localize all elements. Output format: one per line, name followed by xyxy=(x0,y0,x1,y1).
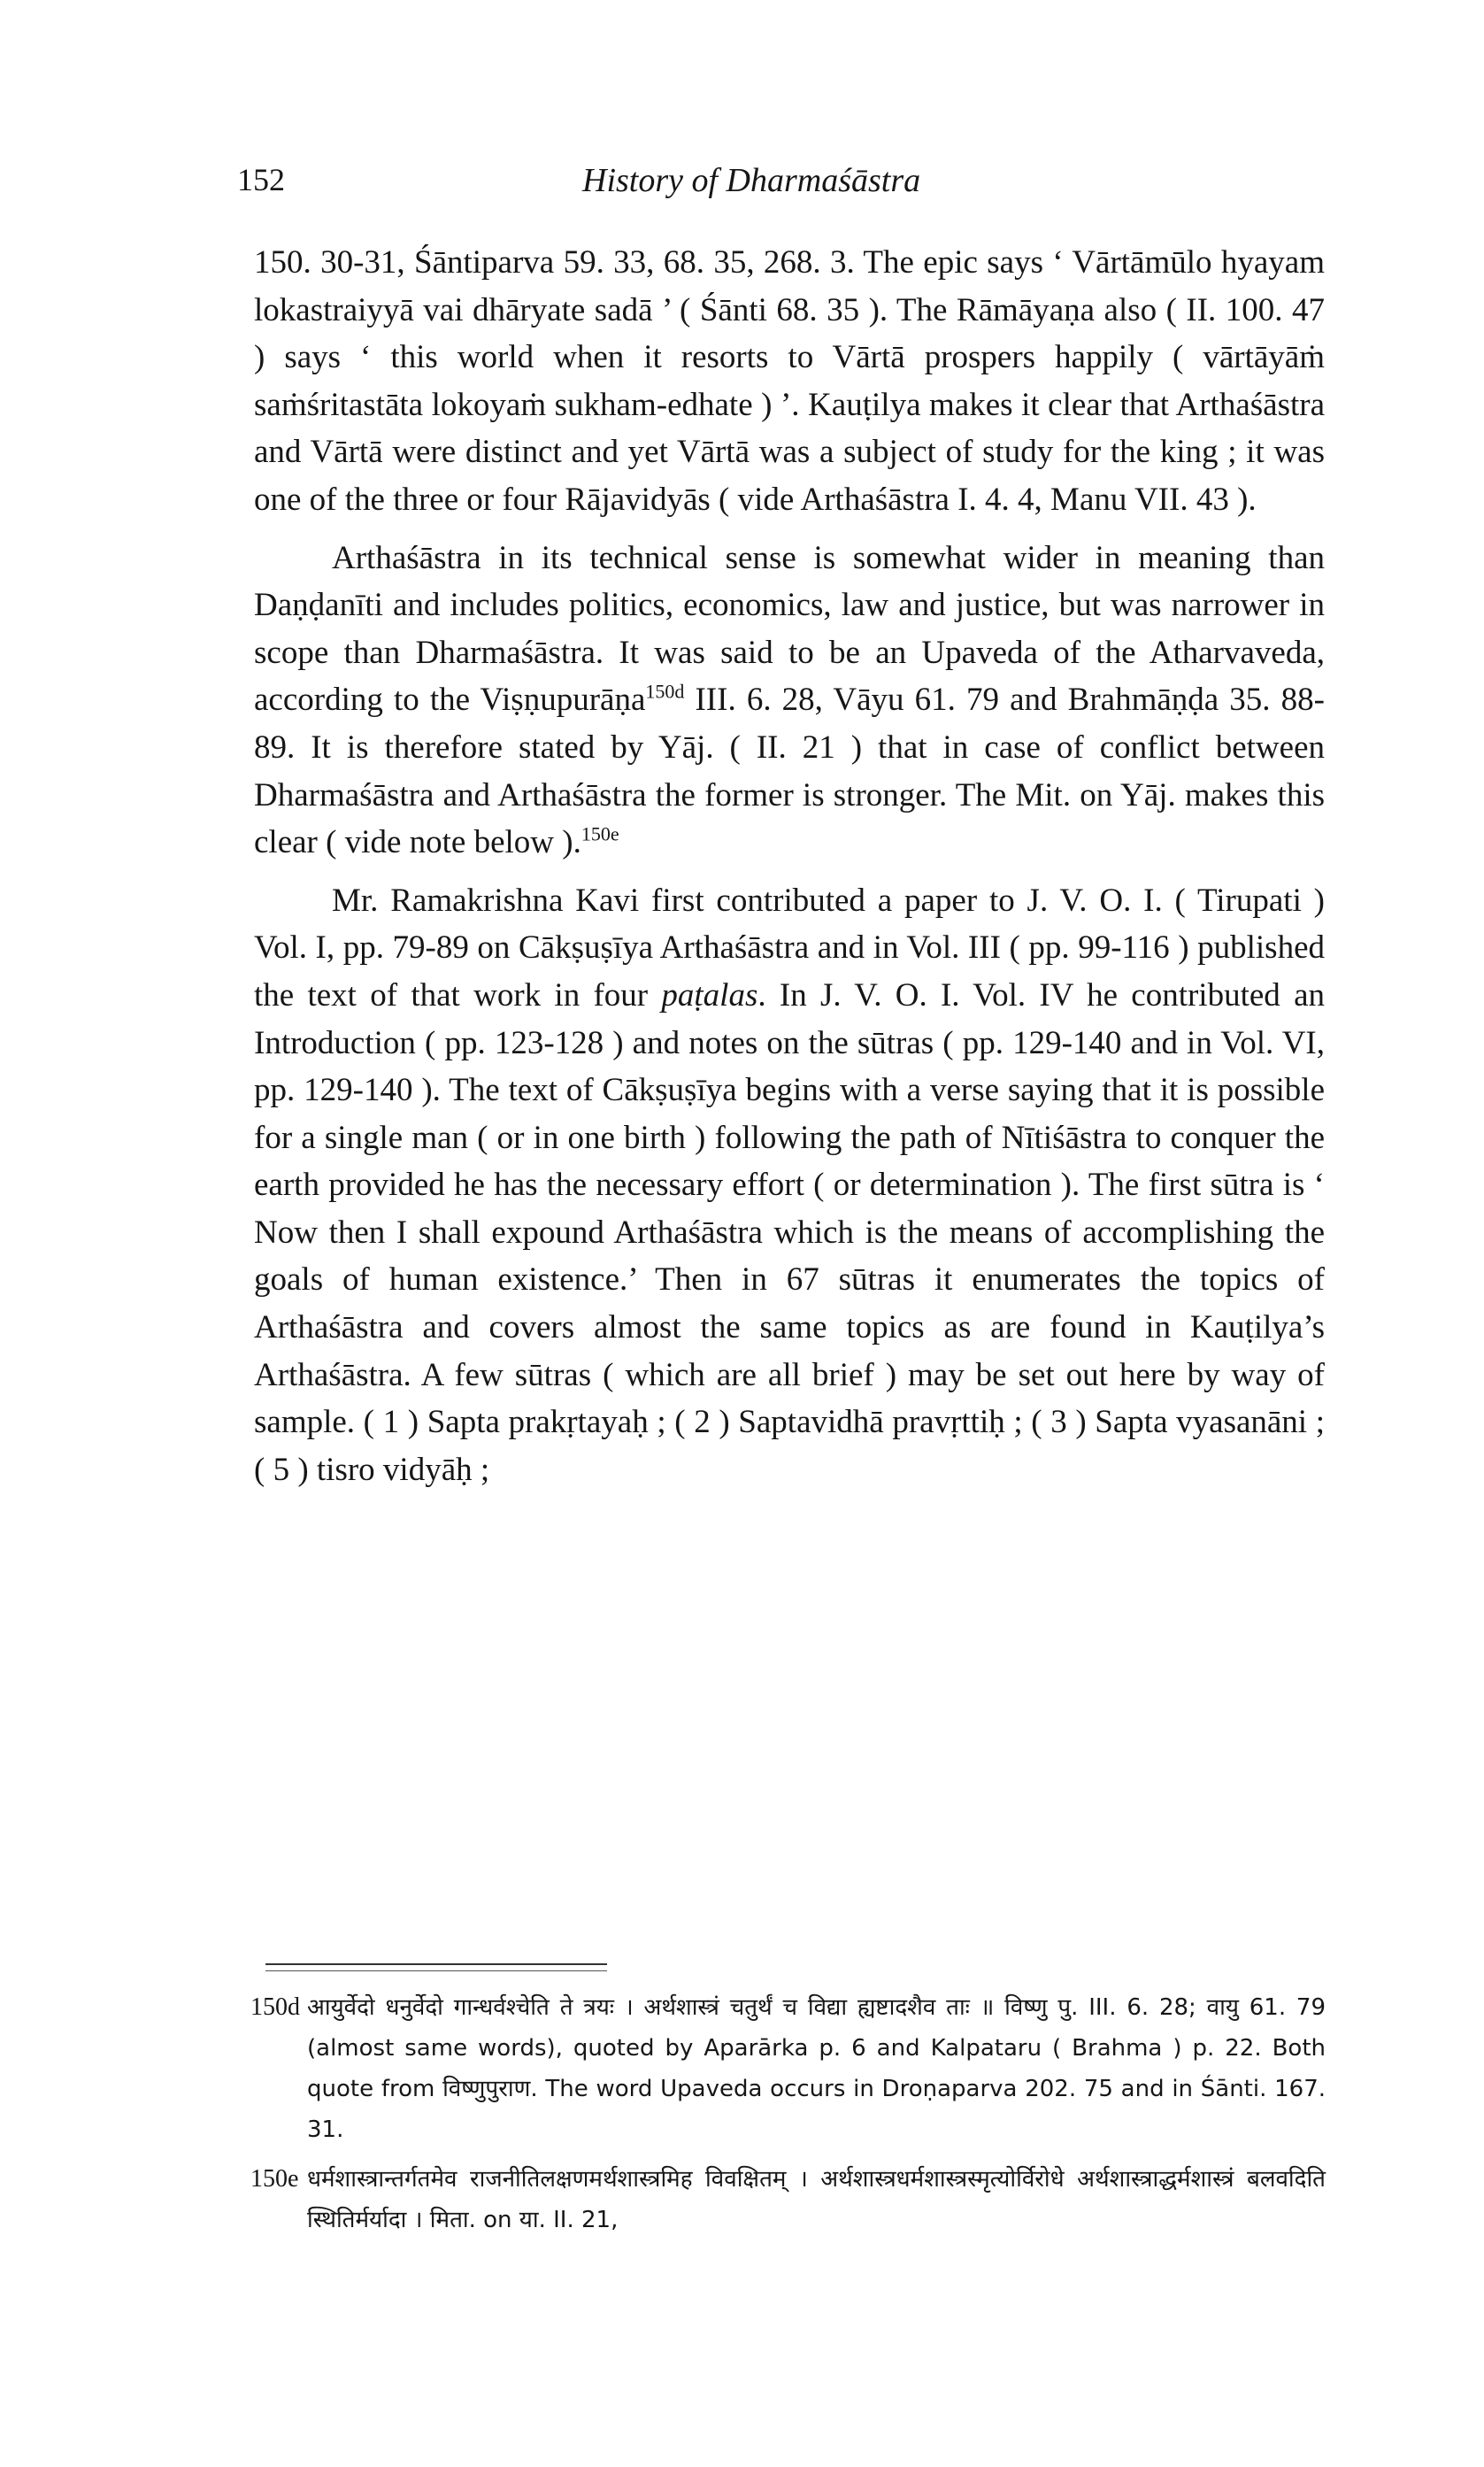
paragraph-arthasastra xyxy=(254,535,1325,867)
paragraph-text: . In J. V. O. I. Vol. IV he contributed an Introduction ( pp. 123-128 ) and notes on the sūtras ( pp. 129-140 and in Vol. VI, pp. 129-140 ). The text of Cākṣuṣīya begins with a verse saying that it is possible for a single man ( or in one birth ) following the path of Nītiśāstra to conquer the earth provided he has the necessary effort ( or determination ). The first sūtra is ‘ Now then I shall expound Arthaśāstra which is the means of accomplishing the goals of human existence.’ Then in 67 sūtras it enumerates the topics of Arthaśāstra and covers almost the same topics as are found in Kauṭilya’s Arthaśāstra. A few sūtras ( which are all brief ) may be set out here by way of sample. ( 1 ) Sapta prakṛtayaḥ ; ( 2 ) Saptavidhā pravṛttiḥ ; ( 3 ) Sapta vyasanāni ; ( 5 ) tisro vidyāḥ ; xyxy=(254,976,1325,1488)
footnote-mark: 150e xyxy=(250,2165,299,2193)
running-title: History of Dharmaśāstra xyxy=(582,162,921,199)
footnotes xyxy=(250,1987,1326,2249)
footnote-150d xyxy=(250,1987,1326,2150)
running-head xyxy=(237,161,1327,214)
page-number: 152 xyxy=(237,162,285,197)
italic-term: paṭalas xyxy=(661,976,758,1014)
footnote-rule-secondary xyxy=(265,1970,607,1971)
footnote-ref-150e[interactable]: 150e xyxy=(581,822,619,845)
footnote-text: आयुर्वेदो धनुर्वेदो गान्धर्वश्चेति ते त्रयः । अर्थशास्त्रं चतुर्थं च विद्या ह्यष्टादशैव ताः ॥ विष्णु पु. III. 6. 28; वायु 61. 79 (almost same words), quoted by Aparārka p. 6 and Kalpataru ( Brahma ) p. 22. Both quote from विष्णुपुराण. The word Upaveda occurs in Droṇaparva 202. 75 and in Śānti. 167. 31. xyxy=(307,1994,1326,2143)
footnote-rule xyxy=(265,1963,607,1965)
paragraph-text: Mr. Ramakrishna Kavi first contributed a paper to J. V. O. I. ( Tirupati ) Vol. I, pp. 79-89 on Cākṣuṣīya Arthaśāstra and in Vol. III ( pp. 99-116 ) published the text of that work in four xyxy=(254,882,1325,1014)
paragraph-ramakrishna-kavi xyxy=(254,877,1325,1494)
paragraph-text: Arthaśāstra in its technical sense is somewhat wider in meaning than Daṇḍanīti and includes politics, economics, law and justice, but was narrower in scope than Dharmaśāstra. It was said to be an Upaveda of the Atharvaveda, according to the Viṣṇupurāṇa xyxy=(254,539,1325,719)
footnote-mark: 150d xyxy=(250,1993,300,2021)
paragraph-note-150: 150. 30-31, Śāntiparva 59. 33, 68. 35, 268. 3. The epic says ‘ Vārtāmūlo hyayam lokastraiyyā vai dhāryate sadā ’ ( Śānti 68. 35 ). The Rāmāyaṇa also ( II. 100. 47 ) says ‘ this world when it resorts to Vārtā prospers happily ( vārtāyāṁ saṁśritastāta lokoyaṁ sukham-edhate ) ’. Kauṭilya makes it clear that Arthaśāstra and Vārtā were distinct and yet Vārtā was a subject of study for the king ; it was one of the three or four Rājavidyās ( vide Arthaśāstra I. 4. 4, Manu VII. 43 ). xyxy=(254,244,1325,518)
paragraph-text: III. 6. 28, Vāyu 61. 79 and Brahmāṇḍa 35. 88-89. It is therefore stated by Yāj. ( II. 21 ) that in case of conflict between Dharmaśāstra and Arthaśāstra the former is stronger. The Mit. on Yāj. makes this clear ( vide note below ). xyxy=(254,682,1325,861)
footnote-150e xyxy=(250,2159,1326,2240)
footnote-text: धर्मशास्त्रान्तर्गतमेव राजनीतिलक्षणमर्थशास्त्रमिह विवक्षितम् । अर्थशास्त्रधर्मशास्त्रस्मृत्योर्विरोधे अर्थशास्त्राद्धर्मशास्त्रं बलवदिति स्थितिर्मर्यादा । मिता. on या. II. 21, xyxy=(307,2166,1326,2233)
body-text xyxy=(254,239,1325,1493)
footnote-ref-150d[interactable]: 150d xyxy=(645,681,685,704)
